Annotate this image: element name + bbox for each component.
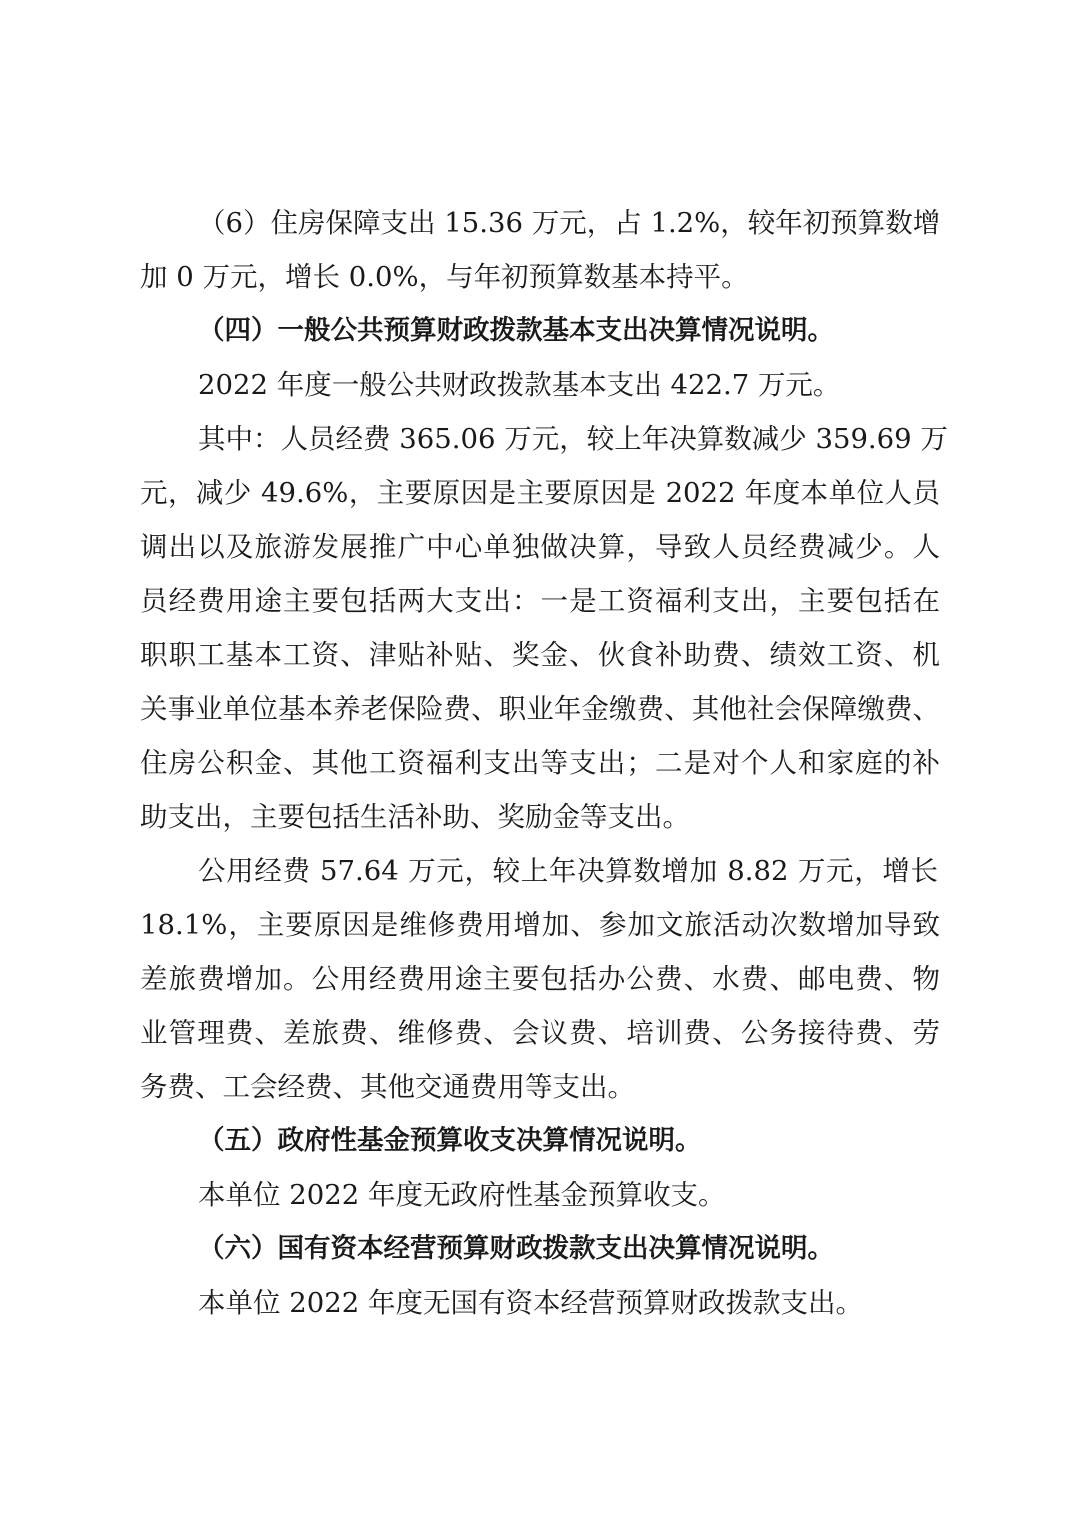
paragraph-personnel-line-1: 其中：人员经费 365.06 万元，较上年决算数减少 359.69 万 (198, 423, 948, 455)
paragraph-personnel-line-5: 职职工基本工资、津贴补贴、奖金、伙食补助费、绩效工资、机 (140, 639, 940, 671)
paragraph-personnel-line-7: 住房公积金、其他工资福利支出等支出；二是对个人和家庭的补 (140, 747, 940, 779)
paragraph-personnel-line-2: 元，减少 49.6%，主要原因是主要原因是 2022 年度本单位人员 (140, 477, 940, 509)
paragraph-housing-line-1: （6）住房保障支出 15.36 万元，占 1.2%，较年初预算数增 (198, 207, 941, 239)
paragraph-personnel-line-8: 助支出，主要包括生活补助、奖励金等支出。 (140, 801, 690, 833)
paragraph-state-capital: 本单位 2022 年度无国有资本经营预算财政拨款支出。 (198, 1287, 863, 1319)
heading-section-5: （五）政府性基金预算收支决算情况说明。 (198, 1125, 702, 1156)
paragraph-housing-line-2: 加 0 万元，增长 0.0%，与年初预算数基本持平。 (140, 261, 749, 293)
heading-section-4: （四）一般公共预算财政拨款基本支出决算情况说明。 (198, 315, 834, 346)
paragraph-government-fund: 本单位 2022 年度无政府性基金预算收支。 (198, 1179, 726, 1211)
paragraph-personnel-line-3: 调出以及旅游发展推广中心单独做决算，导致人员经费减少。人 (140, 531, 940, 563)
paragraph-personnel-line-4: 员经费用途主要包括两大支出：一是工资福利支出，主要包括在 (140, 585, 940, 617)
paragraph-public-line-3: 差旅费增加。公用经费用途主要包括办公费、水费、邮电费、物 (140, 963, 940, 995)
heading-section-6: （六）国有资本经营预算财政拨款支出决算情况说明。 (198, 1233, 834, 1264)
paragraph-public-line-4: 业管理费、差旅费、维修费、会议费、培训费、公务接待费、劳 (140, 1017, 940, 1049)
paragraph-personnel-line-6: 关事业单位基本养老保险费、职业年金缴费、其他社会保障缴费、 (140, 693, 940, 725)
paragraph-public-line-2: 18.1%，主要原因是维修费用增加、参加文旅活动次数增加导致 (140, 909, 940, 941)
paragraph-public-line-5: 务费、工会经费、其他交通费用等支出。 (140, 1071, 635, 1103)
paragraph-basic-expenditure: 2022 年度一般公共财政拨款基本支出 422.7 万元。 (198, 369, 841, 401)
paragraph-public-line-1: 公用经费 57.64 万元，较上年决算数增加 8.82 万元，增长 (198, 855, 938, 887)
